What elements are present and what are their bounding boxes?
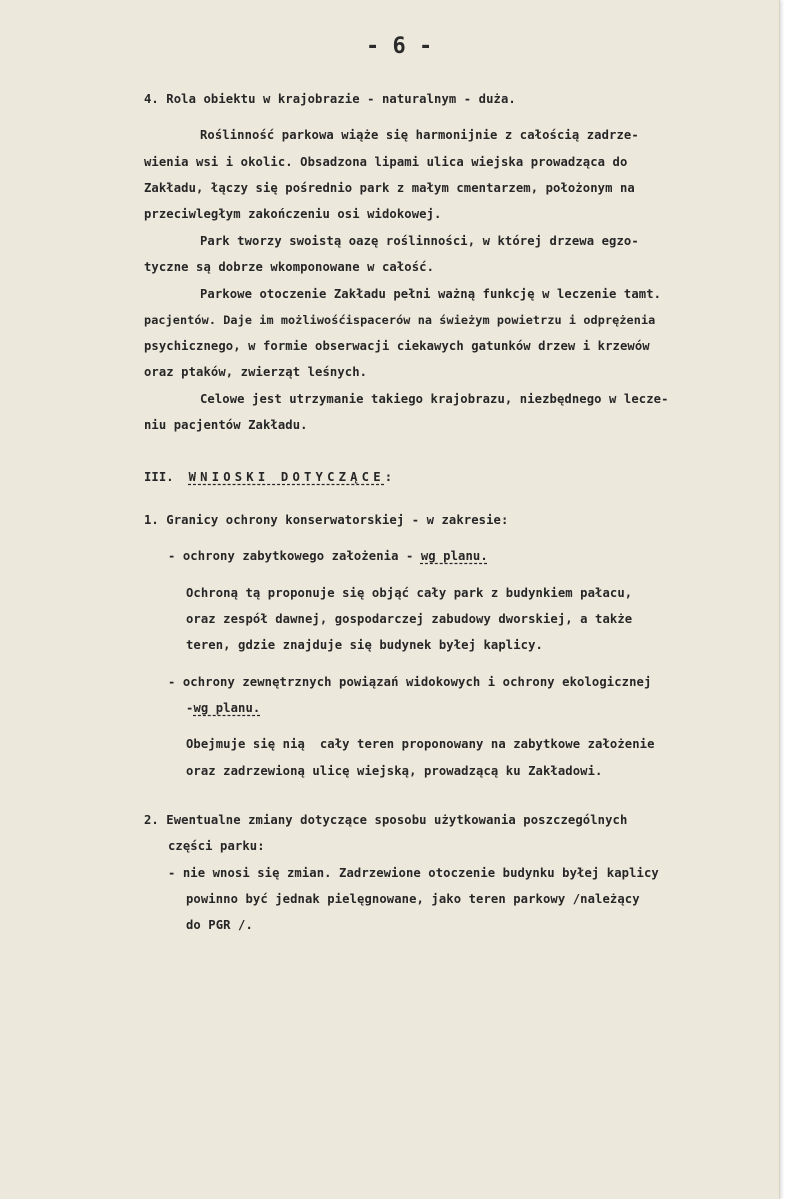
paragraph-line: - nie wnosi się zmian. Zadrzewione otoczenie budynku byłej kaplicy bbox=[168, 866, 659, 880]
paragraph-line: teren, gdzie znajduje się budynek byłej kaplicy. bbox=[186, 638, 543, 652]
item-1-sub-1-plan: wg planu. bbox=[420, 549, 488, 563]
paragraph-line: wienia wsi i okolic. Obsadzona lipami ulica wiejska prowadząca do bbox=[144, 155, 628, 169]
item-2-heading: 2. Ewentualne zmiany dotyczące sposobu użytkowania poszczególnych bbox=[144, 813, 628, 827]
paragraph-line: Zakładu, łączy się pośrednio park z małym cmentarzem, położonym na bbox=[144, 181, 635, 195]
paragraph-line: Obejmuje się nią cały teren proponowany na zabytkowe założenie bbox=[186, 737, 655, 751]
paragraph-line: oraz ptaków, zwierząt leśnych. bbox=[144, 365, 368, 379]
section-3-numeral: III. bbox=[144, 470, 174, 484]
item-1-sub-1 bbox=[168, 549, 488, 563]
paragraph-line: przeciwległym zakończeniu osi widokowej. bbox=[144, 207, 442, 221]
section-4-heading: 4. Rola obiektu w krajobrazie - naturalnym - duża. bbox=[144, 92, 516, 106]
paragraph-line: Ochroną tą proponuje się objąć cały park z budynkiem pałacu, bbox=[186, 586, 633, 600]
paragraph-line: Parkowe otoczenie Zakładu pełni ważną funkcję w leczenie tamt. bbox=[200, 287, 662, 301]
item-1-sub-2-prefix: - bbox=[186, 701, 194, 715]
section-3-title: WNIOSKI DOTYCZĄCE bbox=[188, 470, 385, 484]
paragraph-line: oraz zespół dawnej, gospodarczej zabudowy dworskiej, a także bbox=[186, 612, 633, 626]
item-1-heading: 1. Granicy ochrony konserwatorskiej - w zakresie: bbox=[144, 513, 509, 527]
paragraph-line: Park tworzy swoistą oazę roślinności, w której drzewa egzo- bbox=[200, 234, 639, 248]
paragraph-line: Celowe jest utrzymanie takiego krajobrazu, niezbędnego w lecze- bbox=[200, 392, 669, 406]
paragraph-line: niu pacjentów Zakładu. bbox=[144, 418, 308, 432]
paragraph-line: powinno być jednak pielęgnowane, jako teren parkowy /należący bbox=[186, 892, 640, 906]
item-1-sub-2-plan-line bbox=[186, 701, 260, 715]
paragraph-line: oraz zadrzewioną ulicę wiejską, prowadzącą ku Zakładowi. bbox=[186, 764, 603, 778]
paragraph-line: do PGR /. bbox=[186, 918, 253, 932]
paragraph-line: pacjentów. Daje im możliwośćispacerów na świeżym powietrzu i odprężenia bbox=[144, 313, 656, 327]
page-number: - 6 - bbox=[366, 34, 433, 59]
section-3-heading bbox=[144, 470, 392, 484]
item-1-sub-2-plan: wg planu. bbox=[193, 701, 261, 715]
item-2-heading-cont: części parku: bbox=[168, 839, 265, 853]
paragraph-line: Roślinność parkowa wiąże się harmonijnie z całością zadrze- bbox=[200, 128, 639, 142]
paragraph-line: psychicznego, w formie obserwacji ciekawych gatunków drzew i krzewów bbox=[144, 339, 650, 353]
section-3-colon: : bbox=[384, 470, 393, 484]
item-1-sub-2: - ochrony zewnętrznych powiązań widokowych i ochrony ekologicznej bbox=[168, 675, 652, 689]
paragraph-line: tyczne są dobrze wkomponowane w całość. bbox=[144, 260, 435, 274]
item-1-sub-1-text: - ochrony zabytkowego założenia - bbox=[168, 549, 421, 563]
